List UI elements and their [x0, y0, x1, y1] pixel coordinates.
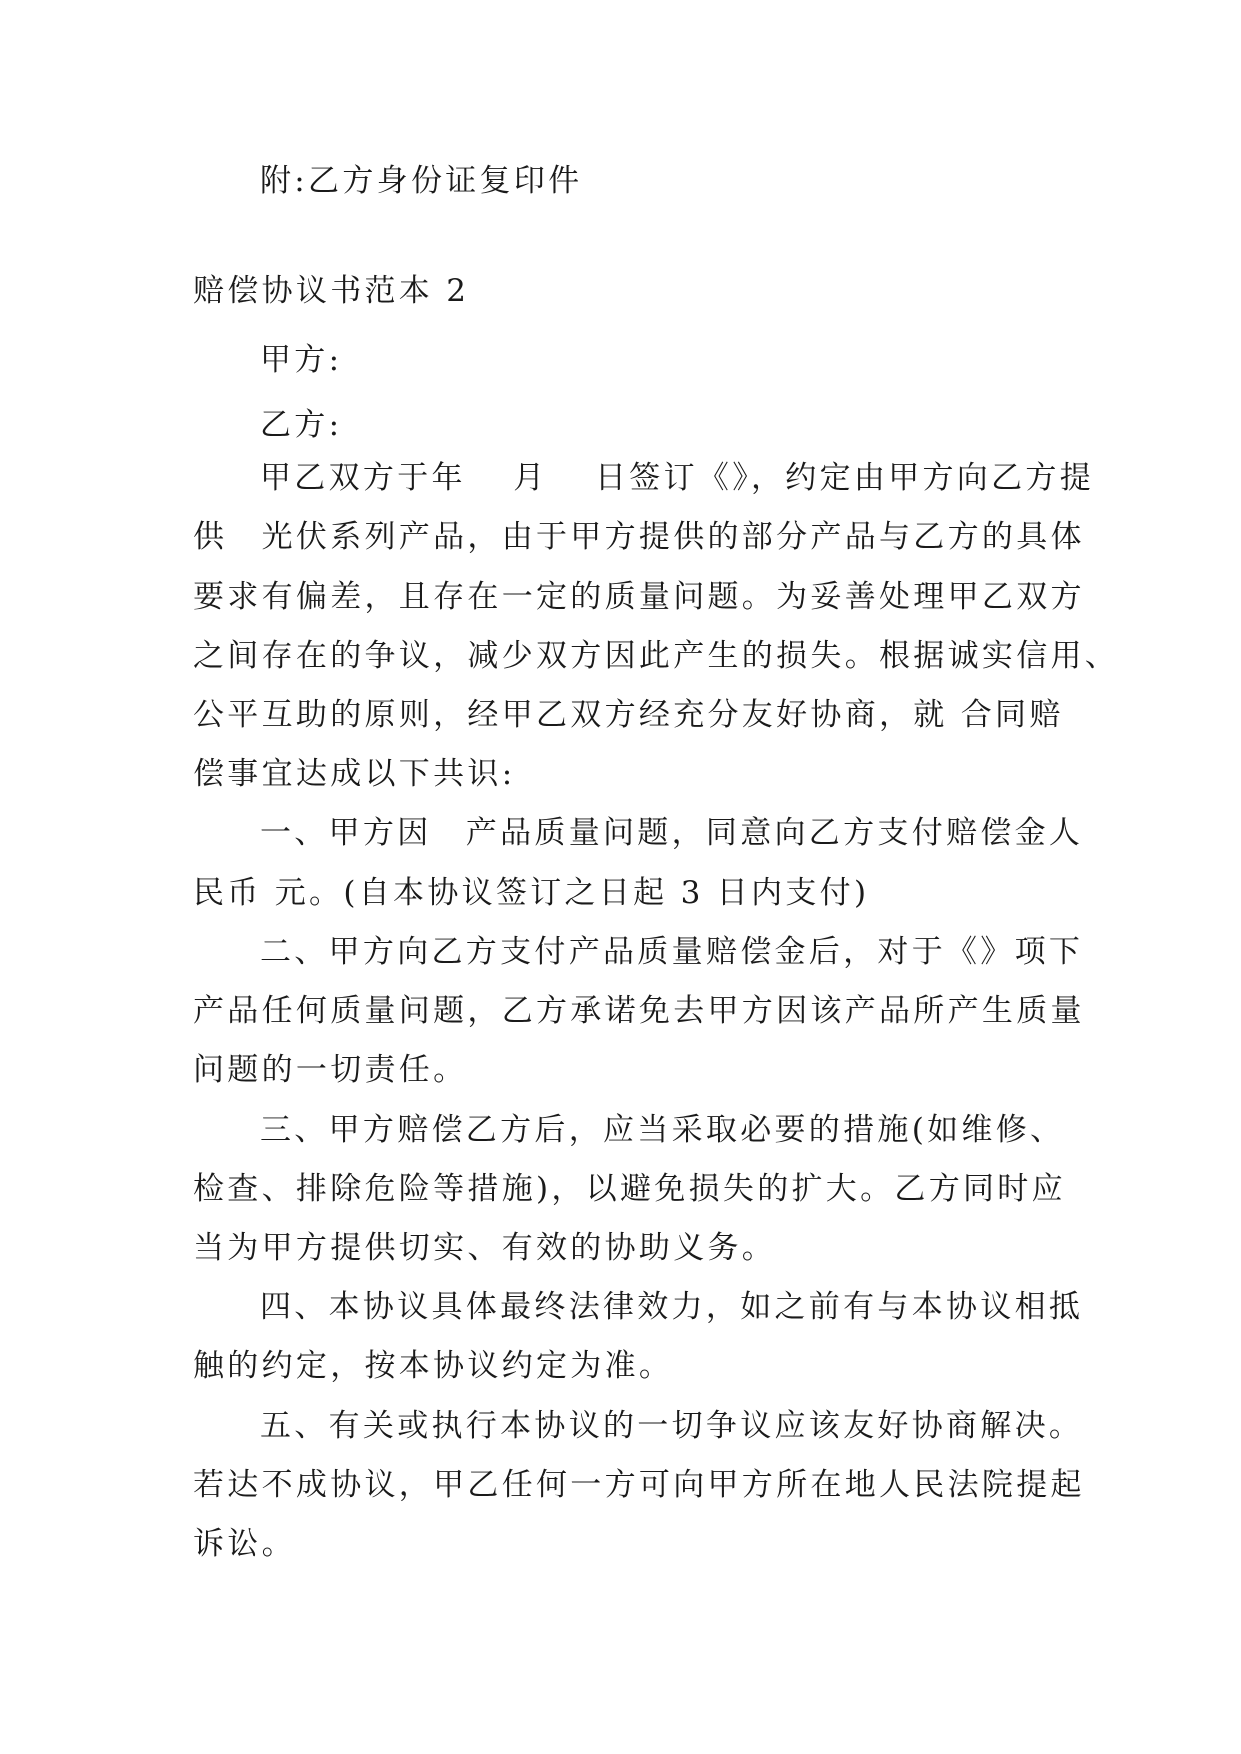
party-b-label: 乙方:	[260, 407, 343, 443]
paragraph-line: 供 光伏系列产品，由于甲方提供的部分产品与乙方的具体	[193, 519, 1085, 555]
paragraph-line: 若达不成协议，甲乙任何一方可向甲方所在地人民法院提起	[193, 1467, 1085, 1503]
party-a-label: 甲方:	[260, 342, 343, 378]
paragraph-line: 诉讼。	[193, 1526, 296, 1562]
paragraph-line: 一、甲方因 产品质量问题，同意向乙方支付赔偿金人	[260, 815, 1084, 851]
paragraph-line: 产品任何质量问题，乙方承诺免去甲方因该产品所产生质量	[193, 993, 1085, 1029]
paragraph-line: 要求有偏差，且存在一定的质量问题。为妥善处理甲乙双方	[193, 579, 1085, 615]
paragraph-line: 触的约定，按本协议约定为准。	[193, 1348, 674, 1384]
paragraph-line: 甲乙双方于年 月 日签订《》，约定由甲方向乙方提	[260, 460, 1095, 496]
paragraph-line: 三、甲方赔偿乙方后，应当采取必要的措施(如维修、	[260, 1112, 1065, 1148]
paragraph-line: 问题的一切责任。	[193, 1052, 468, 1088]
paragraph-line: 公平互助的原则，经甲乙双方经充分友好协商，就 合同赔	[193, 697, 1064, 733]
paragraph-line: 二、甲方向乙方支付产品质量赔偿金后，对于《》项下	[260, 934, 1084, 970]
paragraph-line: 检查、排除危险等措施)，以避免损失的扩大。乙方同时应	[193, 1171, 1066, 1207]
attachment-note: 附:乙方身份证复印件	[260, 163, 583, 199]
paragraph-line: 之间存在的争议，减少双方因此产生的损失。根据诚实信用、	[193, 638, 1120, 674]
section-title: 赔偿协议书范本 2	[193, 273, 470, 309]
paragraph-line: 偿事宜达成以下共识:	[193, 756, 516, 792]
paragraph-line: 四、本协议具体最终法律效力，如之前有与本协议相抵	[260, 1289, 1084, 1325]
paragraph-line: 当为甲方提供切实、有效的协助义务。	[193, 1230, 777, 1266]
paragraph-line: 五、有关或执行本协议的一切争议应该友好协商解决。	[260, 1408, 1084, 1444]
paragraph-line: 民币 元。(自本协议签订之日起 3 日内支付)	[193, 875, 870, 911]
